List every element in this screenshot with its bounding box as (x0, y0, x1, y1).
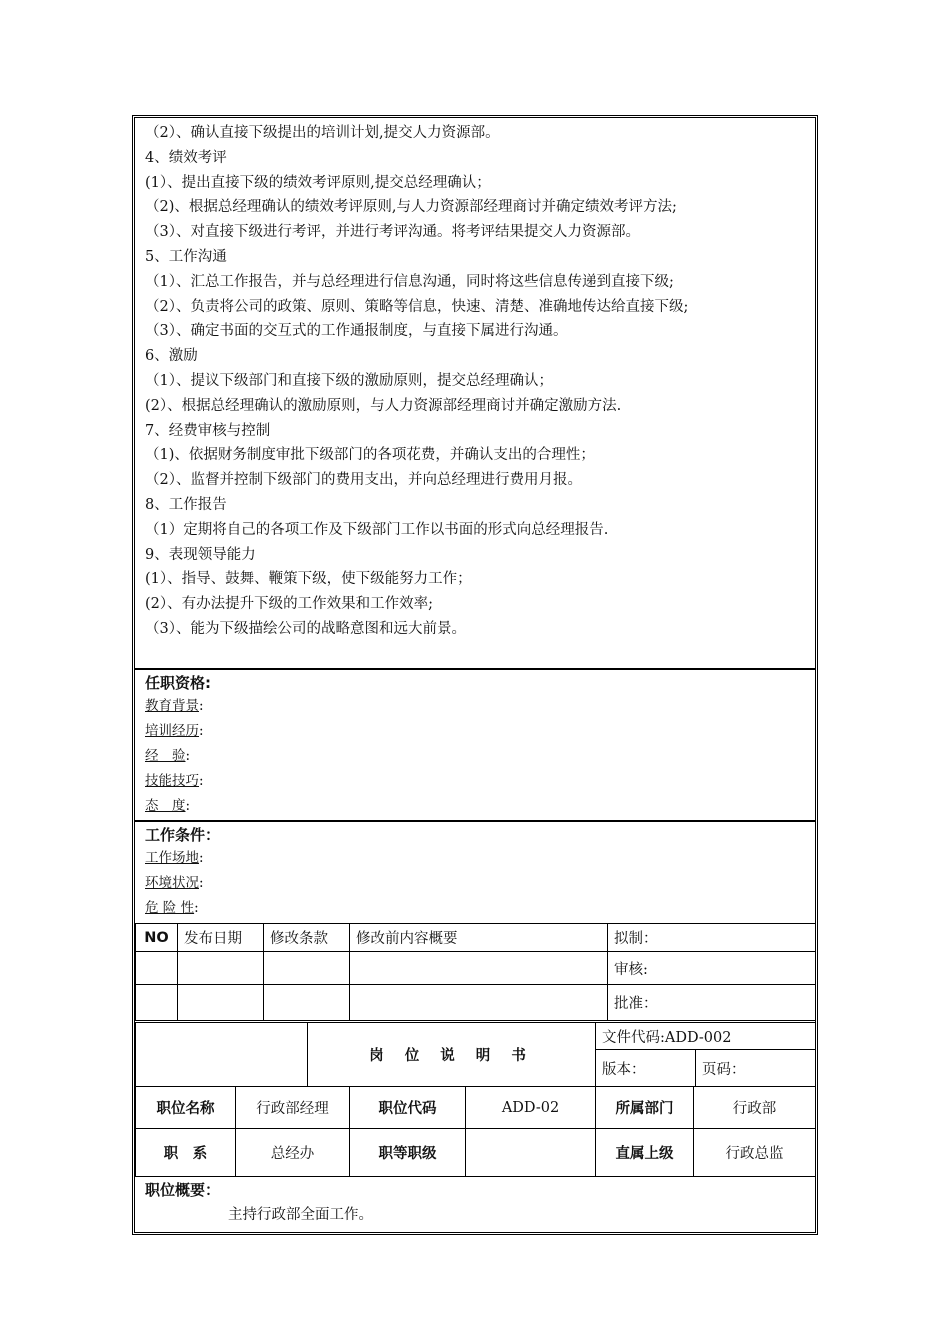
conditions-title: 工作条件： (145, 826, 221, 844)
duty-line: （3）、确定书面的交互式的工作通报制度，与直接下属进行沟通。 (145, 323, 568, 340)
drafted-label: 拟制： (608, 924, 816, 952)
grade-label: 职等职级 (350, 1129, 466, 1177)
conditions-section (135, 822, 815, 924)
duty-line: (2）、有办法提升下级的工作效果和工作效率; (145, 596, 434, 613)
duty-line: 7、经费审核与控制 (145, 422, 271, 439)
summary-text: 主持行政部全面工作。 (228, 1207, 373, 1223)
page-label: 页码： (696, 1050, 816, 1087)
summary-section (135, 1176, 815, 1232)
superior-label: 直属上级 (596, 1129, 694, 1177)
qualification-field: 教育背景: (145, 698, 204, 714)
condition-field: 工作场地: (145, 850, 204, 866)
duty-line: (1）、提出直接下级的绩效考评原则,提交总经理确认； (145, 174, 491, 191)
duty-line: （2）、负责将公司的政策、原则、策略等信息，快速、清楚、准确地传达给直接下级; (145, 298, 689, 315)
qualification-field: 态 度: (145, 798, 191, 814)
position-label: 职位名称 (136, 1087, 236, 1129)
col-no: NO (136, 924, 178, 952)
code-label: 职位代码 (350, 1087, 466, 1129)
duty-line: (1）、指导、鼓舞、鞭策下级，使下级能努力工作； (145, 571, 472, 588)
duty-line: (2）、根据总经理确认的激励原则，与人力资源部经理商讨并确定激励方法. (145, 397, 622, 414)
file-code: 文件代码:ADD-002 (596, 1023, 816, 1050)
summary-title: 职位概要： (145, 1181, 221, 1199)
dept-value: 行政部 (694, 1087, 816, 1129)
col-summary: 修改前内容概要 (350, 924, 608, 952)
qualifications-title: 任职资格: (145, 674, 211, 692)
code-value: ADD-02 (466, 1087, 596, 1129)
revision-cell[interactable] (264, 952, 350, 985)
dept-label: 所属部门 (596, 1087, 694, 1129)
duty-line: （2)、根据总经理确认的绩效考评原则,与人力资源部经理商讨并确定绩效考评方法; (145, 199, 677, 216)
approved-label: 批准： (608, 985, 816, 1021)
duty-line: （1）、提议下级部门和直接下级的激励原则，提交总经理确认； (145, 372, 553, 389)
logo-cell (136, 1023, 308, 1087)
revision-table (135, 923, 816, 1021)
duty-line: 6、激励 (145, 348, 198, 365)
qualification-field: 培训经历: (145, 723, 204, 739)
duties-section (135, 118, 815, 670)
duty-line: （2）、确认直接下级提出的培训计划,提交人力资源部。 (145, 125, 500, 141)
grade-value[interactable] (466, 1129, 596, 1177)
job-description-frame (132, 115, 818, 1235)
revision-cell[interactable] (178, 952, 264, 985)
duty-line: （2）、监督并控制下级部门的费用支出，并向总经理进行费用月报。 (145, 472, 582, 489)
col-modified-clause: 修改条款 (264, 924, 350, 952)
duty-line: 4、绩效考评 (145, 149, 227, 166)
condition-field: 环境状况: (145, 875, 204, 891)
revision-cell[interactable] (136, 952, 178, 985)
series-label: 职 系 (136, 1129, 236, 1177)
revision-cell[interactable] (178, 985, 264, 1021)
job-info-table (135, 1086, 816, 1177)
version-label: 版本： (596, 1050, 696, 1087)
duty-line: （3）、对直接下级进行考评，并进行考评沟通。将考评结果提交人力资源部。 (145, 224, 640, 241)
revision-cell[interactable] (350, 952, 608, 985)
duty-line: 9、表现领导能力 (145, 546, 256, 563)
duty-line: （1）定期将自己的各项工作及下级部门工作以书面的形式向总经理报告. (145, 521, 609, 538)
revision-cell[interactable] (264, 985, 350, 1021)
duty-line: 8、工作报告 (145, 496, 227, 513)
revision-cell[interactable] (350, 985, 608, 1021)
position-value: 行政部经理 (236, 1087, 350, 1129)
qualification-field: 经 验: (145, 748, 191, 764)
superior-value: 行政总监 (694, 1129, 816, 1177)
col-release-date: 发布日期 (178, 924, 264, 952)
doc-title: 岗 位 说 明 书 (308, 1023, 596, 1087)
qualifications-section (135, 670, 815, 822)
series-value: 总经办 (236, 1129, 350, 1177)
duty-line: （3）、能为下级描绘公司的战略意图和远大前景。 (145, 620, 466, 637)
condition-field: 危 险 性: (145, 900, 199, 916)
doc-header-table (135, 1022, 816, 1087)
qualification-field: 技能技巧: (145, 773, 204, 789)
duties-list (145, 121, 688, 642)
reviewed-label: 审核: (608, 952, 816, 985)
duty-line: 5、工作沟通 (145, 248, 227, 265)
duty-line: （1)、依据财务制度审批下级部门的各项花费，并确认支出的合理性； (145, 447, 595, 464)
revision-cell[interactable] (136, 985, 178, 1021)
duty-line: （1）、汇总工作报告，并与总经理进行信息沟通，同时将这些信息传递到直接下级; (145, 273, 674, 290)
